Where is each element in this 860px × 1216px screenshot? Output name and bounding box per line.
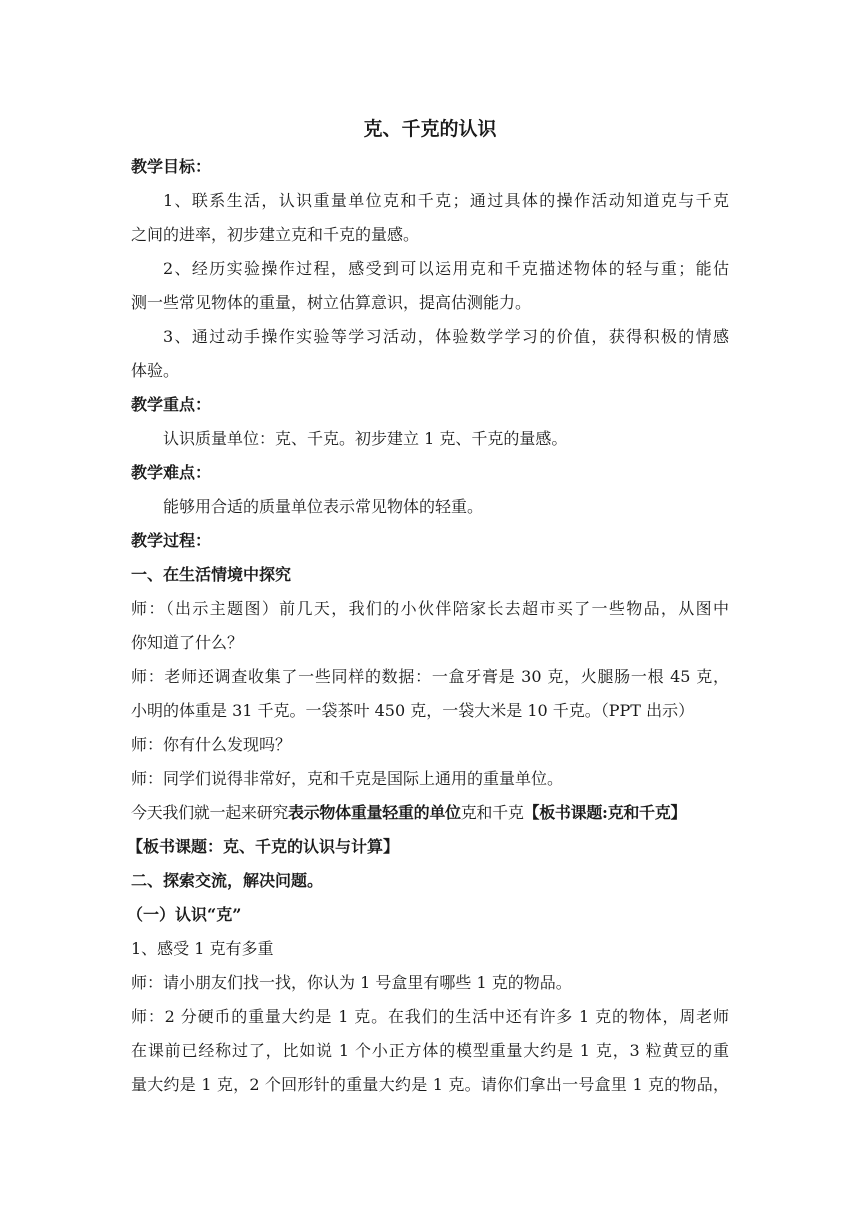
board-title-note: 【板书课题:克和千克】 [523,803,687,822]
paragraph-4: 师：同学们说得非常好，克和千克是国际上通用的重量单位。 [131,769,564,788]
paragraph-7: 师：请小朋友们找一找，你认为 1 号盒里有哪些 1 克的物品。 [131,973,572,992]
difficulty-text: 能够用合适的质量单位表示常见物体的轻重。 [163,497,484,516]
board-title-note-2: 【板书课题：克、千克的认识与计算】 [127,837,400,856]
process-heading: 教学过程： [131,531,212,550]
paragraph-2-line-2: 小明的体重是 31 千克。一袋茶叶 450 克，一袋大米是 10 千克。（PPT 出示） [131,701,695,720]
paragraph-8-line-1: 师：2 分硬币的重量大约是 1 克。在我们的生活中还有许多 1 克的物体，周老师 [131,1007,729,1026]
paragraph-3: 师：你有什么发现吗？ [131,735,292,754]
paragraph-8-line-3: 量大约是 1 克，2 个回形针的重量大约是 1 克。请你们拿出一号盒里 1 克的物品， [131,1075,729,1094]
page-title: 克、千克的认识 [363,118,497,140]
key-points-heading: 教学重点： [131,395,212,414]
paragraph-1-line-2: 你知道了什么？ [131,633,244,652]
goals-heading: 教学目标： [131,157,212,176]
item-1: 1、感受 1 克有多重 [131,939,274,958]
section-2-heading: 二、探索交流，解决问题。 [131,871,324,890]
paragraph-2-line-1: 师：老师还调查收集了一些同样的数据：一盒牙膏是 30 克，火腿肠一根 45 克， [131,667,729,686]
key-points-text: 认识质量单位：克、千克。初步建立 1 克、千克的量感。 [163,429,568,448]
paragraph-1-line-1: 师：（出示主题图）前几天，我们的小伙伴陪家长去超市买了一些物品，从图中 [131,599,729,618]
goal-1-line-2: 之间的进率，初步建立克和千克的量感。 [131,225,420,244]
paragraph-5 [131,803,686,823]
goal-3-line-2: 体验。 [131,361,180,380]
difficulty-heading: 教学难点： [131,463,212,482]
section-1-heading: 一、在生活情境中探究 [131,565,292,584]
goal-1-line-1: 1、联系生活，认识重量单位克和千克；通过具体的操作活动知道克与千克 [163,191,729,210]
goal-3-line-1: 3、通过动手操作实验等学习活动，体验数学学习的价值，获得积极的情感 [163,327,729,346]
paragraph-5-units: 克和千克 [460,803,524,822]
paragraph-5-intro: 今天我们就一起来研究 [131,803,289,822]
subsection-1-heading: （一）认识“克” [127,905,242,924]
paragraph-5-emphasis: 表示物体重量轻重的单位 [288,803,461,822]
goal-2-line-1: 2、经历实验操作过程，感受到可以运用克和千克描述物体的轻与重；能估 [163,259,729,278]
goal-2-line-2: 测一些常见物体的重量，树立估算意识，提高估测能力。 [131,293,532,312]
paragraph-8-line-2: 在课前已经称过了，比如说 1 个小正方体的模型重量大约是 1 克，3 粒黄豆的重 [131,1041,729,1060]
